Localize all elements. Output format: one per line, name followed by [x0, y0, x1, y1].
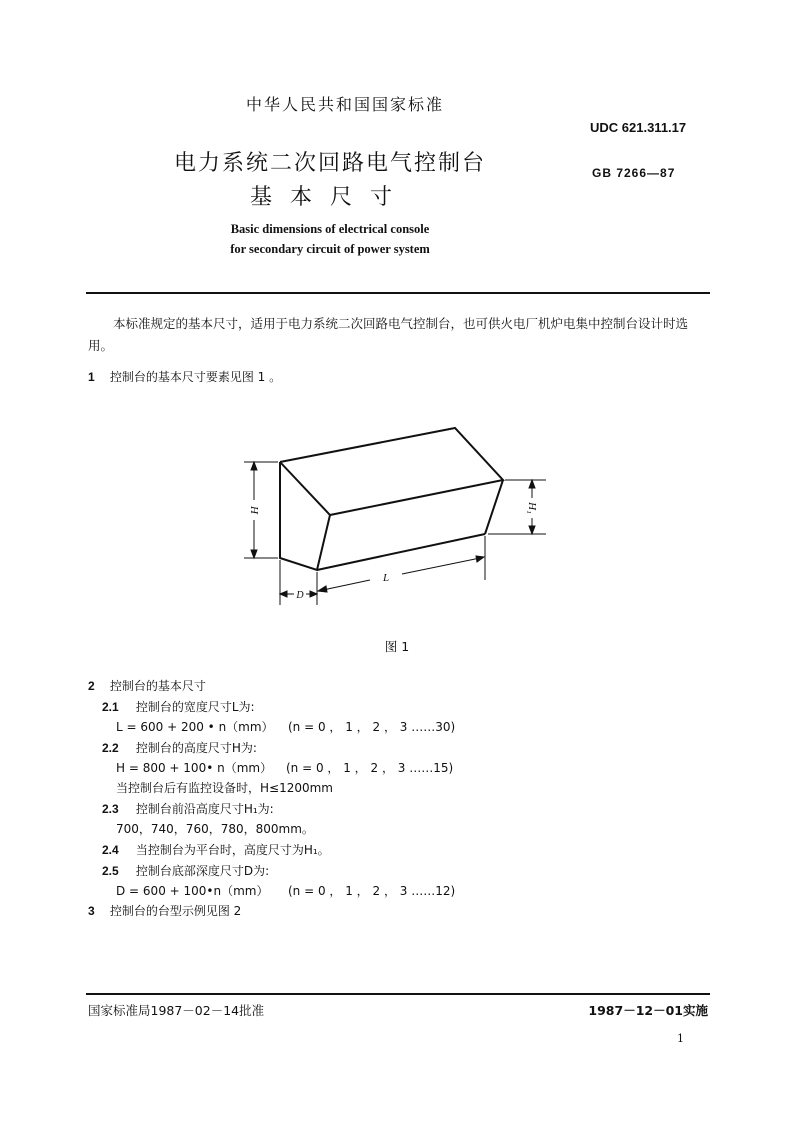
section-1 [88, 368, 281, 385]
range-L: (n = 0 ， 1 ， 2 ， 3 ……30) [288, 720, 456, 734]
console-front-face [280, 462, 330, 570]
section-2-2 [102, 739, 257, 756]
implementation-date: 1987－12－01实施 [588, 1003, 708, 1018]
section-text: 控制台的基本尺寸 [109, 679, 206, 693]
section-number: 2.5 [102, 864, 119, 878]
figure-caption: 图 1 [384, 639, 410, 654]
section-text: 当控制台为平台时，高度尺寸为H₁。 [135, 843, 330, 857]
console-bottom-edge [317, 534, 485, 570]
section-2-3 [102, 800, 274, 817]
section-number: 2.4 [102, 843, 119, 857]
section-number: 2.1 [102, 700, 119, 714]
formula-L: L = 600 + 200 • n（mm） [116, 720, 274, 734]
dimension-label-D: D [296, 590, 304, 601]
dimension-label-H1: H₁ [526, 502, 538, 514]
title-cn-line2: 基本尺寸 [249, 185, 410, 210]
section-2-1 [102, 698, 255, 715]
country-standard-title: 中华人民共和国国家标准 [245, 95, 444, 114]
approval-date: 国家标准局1987－02－14批准 [88, 1003, 265, 1018]
note-H: 当控制台后有监控设备时，H≤1200mm [116, 781, 333, 795]
section-number: 2.3 [102, 802, 119, 816]
title-en-line2: for secondary circuit of power system [230, 242, 430, 256]
udc-code: UDC 621.311.17 [590, 120, 687, 135]
section-2 [88, 677, 206, 694]
dimension-label-L: L [382, 572, 390, 584]
section-number: 2.2 [102, 741, 119, 755]
range-H: (n = 0 ， 1 ， 2 ， 3 ……15) [286, 761, 454, 775]
section-text: 控制台的宽度尺寸L为: [135, 700, 255, 714]
page-number: 1 [677, 1032, 684, 1045]
section-text: 控制台底部深度尺寸D为: [135, 864, 270, 878]
section-number: 2 [88, 679, 95, 693]
section-2-5 [102, 862, 269, 879]
values-H1: 700，740，760，780，800mm。 [116, 822, 314, 836]
section-2-4 [102, 841, 330, 858]
title-en-line1: Basic dimensions of electrical console [230, 222, 430, 236]
section-number: 3 [88, 904, 95, 918]
formula-D: D = 600 + 100•n（mm） [116, 884, 269, 898]
section-3 [88, 902, 241, 919]
title-cn-line1: 电力系统二次回路电气控制台 [173, 151, 486, 176]
header-rule [86, 292, 710, 294]
section-number: 1 [88, 370, 95, 384]
section-text: 控制台的高度尺寸H为: [135, 741, 257, 755]
section-text: 控制台前沿高度尺寸H₁为: [135, 802, 274, 816]
console-right-edge [485, 480, 503, 534]
intro-paragraph: 本标准规定的基本尺寸，适用于电力系统二次回路电气控制台，也可供火电厂机炉电集中控制台设计时选用。 [88, 316, 689, 353]
gb-standard-number: GB 7266—87 [592, 166, 676, 180]
formula-H: H = 800 + 100• n（mm） [116, 761, 273, 775]
range-D: (n = 0 ， 1 ， 2 ， 3 ……12) [288, 884, 456, 898]
dimension-label-H: H [248, 506, 260, 514]
footer-rule [86, 993, 710, 995]
figure-1-console-diagram [230, 420, 560, 610]
console-top-face [280, 428, 503, 515]
section-text: 控制台的基本尺寸要素见图 1 。 [109, 370, 282, 384]
section-text: 控制台的台型示例见图 2 [109, 904, 242, 918]
